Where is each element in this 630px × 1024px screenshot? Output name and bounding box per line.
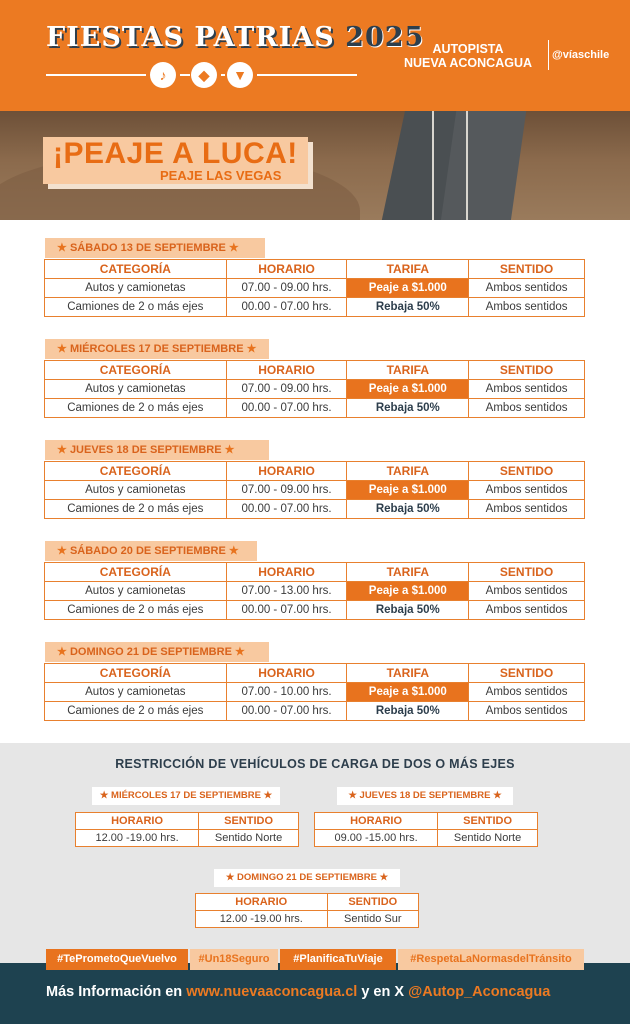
date-tag (45, 339, 269, 359)
col-header: HORARIO (226, 462, 347, 481)
col-header: SENTIDO (469, 361, 585, 380)
col-header: SENTIDO (469, 462, 585, 481)
restriction-table (75, 812, 299, 847)
hashtag: #RespetaLaNormasdelTránsito (398, 949, 584, 970)
sentido-cell: Ambos sentidos (469, 279, 585, 298)
brand-line-2: NUEVA ACONCAGUA (404, 56, 533, 70)
star-icon: ★ (57, 242, 67, 254)
event-title-text: FIESTAS PATRIAS (46, 22, 335, 53)
tarifa-cell: Peaje a $1.000 (347, 481, 469, 500)
category-cell: Autos y camionetas (45, 683, 227, 702)
star-icon: ★ (228, 242, 239, 254)
table-row (45, 683, 585, 702)
viaschile-text: víaschile (562, 49, 610, 61)
sentido-cell: Ambos sentidos (469, 380, 585, 399)
col-header: TARIFA (347, 462, 469, 481)
date-label: SÁBADO 20 DE SEPTIEMBRE (69, 545, 226, 557)
col-header: TARIFA (347, 260, 469, 279)
x-handle-link[interactable]: @Autop_Aconcagua (408, 984, 551, 1000)
date-label: JUEVES 18 DE SEPTIEMBRE (69, 444, 222, 456)
table-row (45, 399, 585, 418)
table-row (45, 481, 585, 500)
tarifa-cell: Rebaja 50% (347, 601, 469, 620)
category-cell: Autos y camionetas (45, 582, 227, 601)
table-row (45, 500, 585, 519)
date-tag (45, 238, 265, 258)
horario-cell: 12.00 -19.00 hrs. (76, 830, 199, 847)
date-label: SÁBADO 13 DE SEPTIEMBRE (69, 242, 226, 254)
toll-table (44, 663, 585, 721)
star-icon: ★ (57, 343, 67, 355)
header-banner (0, 0, 630, 111)
restriction-date-tag: ★ MIÉRCOLES 17 DE SEPTIEMBRE ★ (92, 787, 280, 805)
category-cell: Autos y camionetas (45, 279, 227, 298)
restriction-table (195, 893, 419, 928)
toll-table (44, 562, 585, 620)
date-tag (45, 642, 269, 662)
col-header: CATEGORÍA (45, 361, 227, 380)
more-info-line (46, 984, 550, 1000)
sentido-cell: Ambos sentidos (469, 582, 585, 601)
sentido-cell: Ambos sentidos (469, 500, 585, 519)
star-icon: ★ (228, 545, 239, 557)
table-row (45, 582, 585, 601)
horario-cell: 00.00 - 07.00 hrs. (226, 298, 347, 317)
table-header-row (45, 462, 585, 481)
promo-subtitle: PEAJE LAS VEGAS (160, 168, 282, 183)
table-header-row (45, 361, 585, 380)
restriction-title: RESTRICCIÓN DE VEHÍCULOS DE CARGA DE DOS O MÁS EJES (115, 757, 515, 771)
col-header: CATEGORÍA (45, 260, 227, 279)
table-header-row (45, 563, 585, 582)
guitar-icon: ♪ (150, 62, 176, 88)
hashtag: #TePrometoQueVuelvo (46, 949, 188, 970)
website-link[interactable]: www.nuevaaconcagua.cl (186, 984, 358, 1000)
category-cell: Camiones de 2 o más ejes (45, 500, 227, 519)
sentido-cell: Sentido Norte (199, 830, 299, 847)
horario-cell: 07.00 - 09.00 hrs. (226, 380, 347, 399)
col-header: SENTIDO (327, 894, 418, 911)
restriction-table (314, 812, 538, 847)
date-label: DOMINGO 21 DE SEPTIEMBRE (69, 646, 232, 658)
hashtag: #PlanificaTuViaje (280, 949, 396, 970)
horario-cell: 07.00 - 13.00 hrs. (226, 582, 347, 601)
event-year: 2025 (345, 22, 425, 53)
toll-table (44, 461, 585, 519)
col-header: HORARIO (315, 813, 438, 830)
tarifa-cell: Peaje a $1.000 (347, 582, 469, 601)
brand-line-1: AUTOPISTA (432, 42, 504, 56)
sentido-cell: Ambos sentidos (469, 399, 585, 418)
star-icon: ★ (57, 444, 67, 456)
col-header: TARIFA (347, 563, 469, 582)
toll-table (44, 259, 585, 317)
horario-cell: 07.00 - 09.00 hrs. (226, 279, 347, 298)
category-cell: Camiones de 2 o más ejes (45, 702, 227, 721)
restriction-date-tag: ★ DOMINGO 21 DE SEPTIEMBRE ★ (214, 869, 400, 887)
horario-cell: 00.00 - 07.00 hrs. (226, 601, 347, 620)
category-cell: Autos y camionetas (45, 380, 227, 399)
hashtag: #Un18Seguro (190, 949, 278, 970)
decorative-line (257, 74, 357, 76)
star-icon: ★ (224, 444, 235, 456)
brand-logo (404, 42, 532, 70)
star-icon: ★ (246, 343, 257, 355)
category-cell: Camiones de 2 o más ejes (45, 601, 227, 620)
horario-cell: 12.00 -19.00 hrs. (196, 911, 328, 928)
sentido-cell: Ambos sentidos (469, 298, 585, 317)
category-cell: Camiones de 2 o más ejes (45, 399, 227, 418)
col-header: SENTIDO (199, 813, 299, 830)
col-header: HORARIO (226, 260, 347, 279)
sentido-cell: Sentido Norte (438, 830, 538, 847)
lane-marking (466, 111, 468, 220)
table-row (45, 279, 585, 298)
horario-cell: 00.00 - 07.00 hrs. (226, 399, 347, 418)
tarifa-cell: Rebaja 50% (347, 500, 469, 519)
toll-table (44, 360, 585, 418)
sentido-cell: Ambos sentidos (469, 683, 585, 702)
sentido-cell: Ambos sentidos (469, 601, 585, 620)
horario-cell: 07.00 - 10.00 hrs. (226, 683, 347, 702)
decorative-line (221, 74, 225, 76)
promo-title: ¡PEAJE A LUCA! (53, 137, 298, 170)
restriction-date: DOMINGO 21 DE SEPTIEMBRE (237, 872, 377, 883)
col-header: CATEGORÍA (45, 664, 227, 683)
table-row (45, 702, 585, 721)
tarifa-cell: Rebaja 50% (347, 298, 469, 317)
col-header: TARIFA (347, 664, 469, 683)
star-icon: ★ (57, 545, 67, 557)
col-header: SENTIDO (469, 260, 585, 279)
col-header: HORARIO (196, 894, 328, 911)
table-row (45, 380, 585, 399)
col-header: SENTIDO (469, 563, 585, 582)
table-header-row (45, 260, 585, 279)
tarifa-cell: Rebaja 50% (347, 702, 469, 721)
col-header: HORARIO (226, 361, 347, 380)
tarifa-cell: Rebaja 50% (347, 399, 469, 418)
table-row (45, 601, 585, 620)
horario-cell: 07.00 - 09.00 hrs. (226, 481, 347, 500)
tarifa-cell: Peaje a $1.000 (347, 380, 469, 399)
star-icon: ★ (57, 646, 67, 658)
col-header: TARIFA (347, 361, 469, 380)
tarifa-cell: Peaje a $1.000 (347, 279, 469, 298)
col-header: CATEGORÍA (45, 563, 227, 582)
col-header: SENTIDO (469, 664, 585, 683)
horario-cell: 00.00 - 07.00 hrs. (226, 702, 347, 721)
lane-marking (432, 111, 434, 220)
event-title (46, 22, 424, 53)
col-header: HORARIO (226, 563, 347, 582)
restriction-panel (0, 743, 630, 963)
sentido-cell: Sentido Sur (327, 911, 418, 928)
table-row (45, 298, 585, 317)
restriction-date: MIÉRCOLES 17 DE SEPTIEMBRE (111, 790, 261, 801)
restriction-date-tag: ★ JUEVES 18 DE SEPTIEMBRE ★ (337, 787, 513, 805)
more-info-mid: y en X (361, 984, 405, 1000)
ice-cream-icon: ▼ (227, 62, 253, 88)
brand-divider (548, 40, 549, 70)
col-header: CATEGORÍA (45, 462, 227, 481)
viaschile-logo: @víaschile (552, 49, 610, 61)
star-icon: ★ (234, 646, 245, 658)
sentido-cell: Ambos sentidos (469, 481, 585, 500)
date-tag (45, 440, 269, 460)
horario-cell: 00.00 - 07.00 hrs. (226, 500, 347, 519)
drumstick-icon: ◆ (191, 62, 217, 88)
decorative-line (180, 74, 190, 76)
horario-cell: 09.00 -15.00 hrs. (315, 830, 438, 847)
more-info-prefix: Más Información en (46, 984, 183, 1000)
date-label: MIÉRCOLES 17 DE SEPTIEMBRE (69, 343, 244, 355)
restriction-date: JUEVES 18 DE SEPTIEMBRE (359, 790, 491, 801)
category-cell: Camiones de 2 o más ejes (45, 298, 227, 317)
decorative-line (46, 74, 146, 76)
sentido-cell: Ambos sentidos (469, 702, 585, 721)
tarifa-cell: Peaje a $1.000 (347, 683, 469, 702)
category-cell: Autos y camionetas (45, 481, 227, 500)
col-header: SENTIDO (438, 813, 538, 830)
col-header: HORARIO (226, 664, 347, 683)
date-tag (45, 541, 257, 561)
col-header: HORARIO (76, 813, 199, 830)
table-header-row (45, 664, 585, 683)
